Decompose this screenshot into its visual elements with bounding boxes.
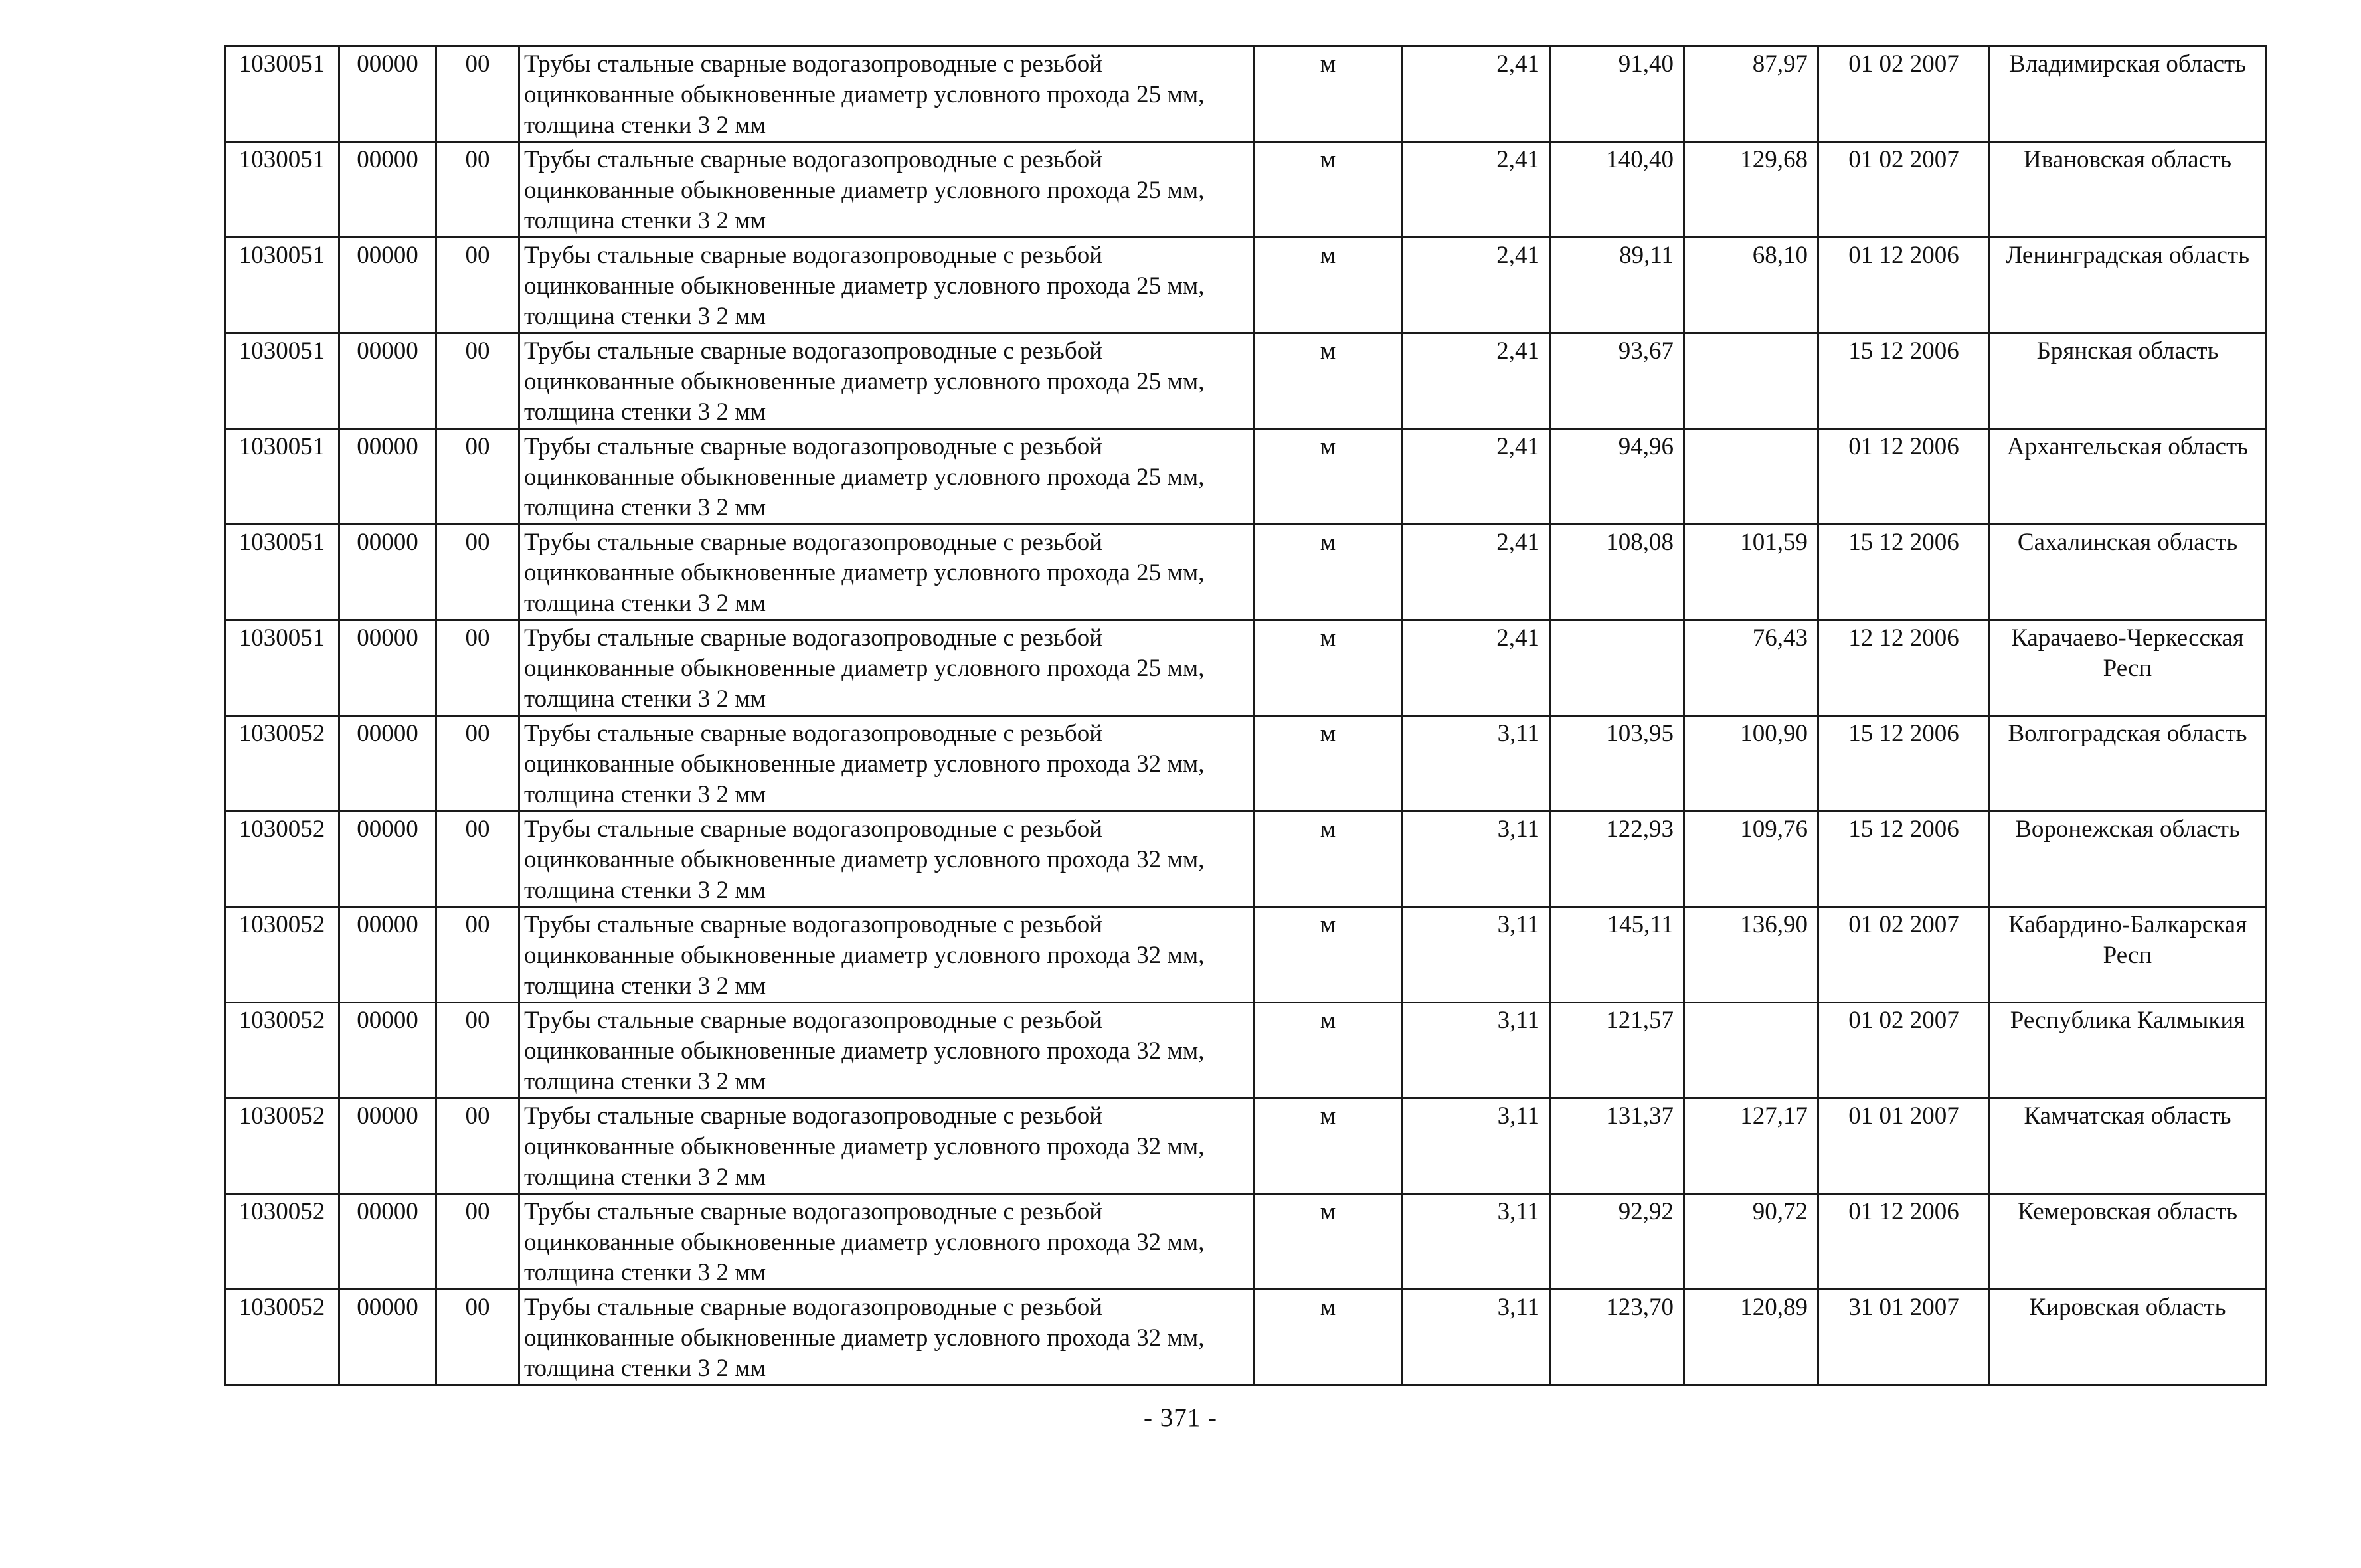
cell-price-without-vat — [1684, 1003, 1818, 1098]
cell-variant: 00 — [436, 238, 519, 333]
cell-region: Кемеровская область — [1990, 1194, 2266, 1290]
cell-subcode: 00000 — [339, 716, 436, 812]
cell-price-without-vat: 76,43 — [1684, 620, 1818, 716]
cell-code: 1030051 — [225, 333, 339, 429]
cell-description: Трубы стальные сварные водогазопроводные с резьбой оцинкованные обыкновенные диаметр условного прохода 25 мм, толщина стенки 3 2 мм — [519, 429, 1254, 525]
cell-weight: 2,41 — [1403, 525, 1550, 620]
table-row — [225, 46, 2266, 142]
cell-variant: 00 — [436, 716, 519, 812]
cell-price-without-vat: 127,17 — [1684, 1098, 1818, 1194]
cell-region: Камчатская область — [1990, 1098, 2266, 1194]
cell-price-with-vat: 103,95 — [1550, 716, 1684, 812]
table-row — [225, 142, 2266, 238]
cell-description: Трубы стальные сварные водогазопроводные с резьбой оцинкованные обыкновенные диаметр условного прохода 25 мм, толщина стенки 3 2 мм — [519, 142, 1254, 238]
cell-date: 01 12 2006 — [1818, 429, 1990, 525]
cell-variant: 00 — [436, 620, 519, 716]
cell-subcode: 00000 — [339, 1098, 436, 1194]
cell-price-with-vat: 140,40 — [1550, 142, 1684, 238]
cell-price-without-vat: 120,89 — [1684, 1290, 1818, 1385]
cell-code: 1030052 — [225, 812, 339, 907]
cell-code: 1030052 — [225, 1194, 339, 1290]
cell-weight: 2,41 — [1403, 429, 1550, 525]
cell-region: Карачаево-Черкесская Респ — [1990, 620, 2266, 716]
cell-subcode: 00000 — [339, 46, 436, 142]
cell-description: Трубы стальные сварные водогазопроводные с резьбой оцинкованные обыкновенные диаметр условного прохода 32 мм, толщина стенки 3 2 мм — [519, 716, 1254, 812]
cell-code: 1030051 — [225, 46, 339, 142]
cell-price-with-vat: 122,93 — [1550, 812, 1684, 907]
table-row — [225, 238, 2266, 333]
cell-weight: 3,11 — [1403, 1290, 1550, 1385]
cell-region: Архангельская область — [1990, 429, 2266, 525]
table-row — [225, 1194, 2266, 1290]
cell-unit: м — [1254, 620, 1403, 716]
cell-unit: м — [1254, 1290, 1403, 1385]
cell-unit: м — [1254, 1098, 1403, 1194]
cell-price-with-vat: 123,70 — [1550, 1290, 1684, 1385]
cell-price-with-vat: 94,96 — [1550, 429, 1684, 525]
cell-weight: 3,11 — [1403, 1194, 1550, 1290]
cell-date: 01 02 2007 — [1818, 1003, 1990, 1098]
cell-subcode: 00000 — [339, 333, 436, 429]
table-row — [225, 812, 2266, 907]
cell-weight: 2,41 — [1403, 238, 1550, 333]
cell-code: 1030052 — [225, 1003, 339, 1098]
cell-weight: 3,11 — [1403, 1098, 1550, 1194]
cell-region: Сахалинская область — [1990, 525, 2266, 620]
cell-variant: 00 — [436, 333, 519, 429]
table-row — [225, 525, 2266, 620]
cell-subcode: 00000 — [339, 525, 436, 620]
cell-weight: 3,11 — [1403, 812, 1550, 907]
cell-subcode: 00000 — [339, 142, 436, 238]
cell-region: Брянская область — [1990, 333, 2266, 429]
cell-variant: 00 — [436, 1194, 519, 1290]
cell-code: 1030051 — [225, 525, 339, 620]
cell-region: Кабардино-Балкарская Респ — [1990, 907, 2266, 1003]
cell-unit: м — [1254, 429, 1403, 525]
cell-code: 1030052 — [225, 1098, 339, 1194]
cell-description: Трубы стальные сварные водогазопроводные с резьбой оцинкованные обыкновенные диаметр условного прохода 32 мм, толщина стенки 3 2 мм — [519, 1003, 1254, 1098]
cell-code: 1030051 — [225, 429, 339, 525]
cell-price-with-vat: 91,40 — [1550, 46, 1684, 142]
cell-weight: 3,11 — [1403, 1003, 1550, 1098]
cell-code: 1030051 — [225, 238, 339, 333]
cell-price-with-vat: 108,08 — [1550, 525, 1684, 620]
cell-variant: 00 — [436, 1290, 519, 1385]
cell-price-without-vat — [1684, 429, 1818, 525]
cell-unit: м — [1254, 333, 1403, 429]
cell-price-with-vat: 93,67 — [1550, 333, 1684, 429]
cell-date: 01 02 2007 — [1818, 46, 1990, 142]
cell-price-with-vat — [1550, 620, 1684, 716]
cell-subcode: 00000 — [339, 812, 436, 907]
cell-variant: 00 — [436, 1098, 519, 1194]
cell-price-without-vat: 100,90 — [1684, 716, 1818, 812]
cell-date: 15 12 2006 — [1818, 525, 1990, 620]
cell-price-without-vat — [1684, 333, 1818, 429]
cell-description: Трубы стальные сварные водогазопроводные с резьбой оцинкованные обыкновенные диаметр условного прохода 32 мм, толщина стенки 3 2 мм — [519, 907, 1254, 1003]
cell-subcode: 00000 — [339, 1290, 436, 1385]
cell-date: 01 02 2007 — [1818, 907, 1990, 1003]
cell-date: 12 12 2006 — [1818, 620, 1990, 716]
cell-code: 1030052 — [225, 1290, 339, 1385]
cell-price-without-vat: 136,90 — [1684, 907, 1818, 1003]
cell-description: Трубы стальные сварные водогазопроводные с резьбой оцинкованные обыкновенные диаметр условного прохода 25 мм, толщина стенки 3 2 мм — [519, 620, 1254, 716]
cell-date: 15 12 2006 — [1818, 333, 1990, 429]
table-row — [225, 1290, 2266, 1385]
cell-price-with-vat: 121,57 — [1550, 1003, 1684, 1098]
cell-region: Ленинградская область — [1990, 238, 2266, 333]
cell-weight: 3,11 — [1403, 907, 1550, 1003]
cell-variant: 00 — [436, 429, 519, 525]
cell-date: 01 02 2007 — [1818, 142, 1990, 238]
cell-price-with-vat: 92,92 — [1550, 1194, 1684, 1290]
cell-date: 01 12 2006 — [1818, 238, 1990, 333]
cell-price-without-vat: 129,68 — [1684, 142, 1818, 238]
price-table — [224, 45, 2267, 1386]
cell-weight: 2,41 — [1403, 333, 1550, 429]
cell-unit: м — [1254, 238, 1403, 333]
cell-unit: м — [1254, 525, 1403, 620]
cell-subcode: 00000 — [339, 429, 436, 525]
cell-region: Республика Калмыкия — [1990, 1003, 2266, 1098]
cell-description: Трубы стальные сварные водогазопроводные с резьбой оцинкованные обыкновенные диаметр условного прохода 25 мм, толщина стенки 3 2 мм — [519, 333, 1254, 429]
cell-unit: м — [1254, 142, 1403, 238]
cell-date: 15 12 2006 — [1818, 812, 1990, 907]
cell-description: Трубы стальные сварные водогазопроводные с резьбой оцинкованные обыкновенные диаметр условного прохода 25 мм, толщина стенки 3 2 мм — [519, 46, 1254, 142]
table-row — [225, 333, 2266, 429]
cell-date: 01 12 2006 — [1818, 1194, 1990, 1290]
cell-description: Трубы стальные сварные водогазопроводные с резьбой оцинкованные обыкновенные диаметр условного прохода 25 мм, толщина стенки 3 2 мм — [519, 525, 1254, 620]
table-row — [225, 1098, 2266, 1194]
cell-region: Волгоградская область — [1990, 716, 2266, 812]
table-body — [225, 46, 2266, 1385]
cell-code: 1030051 — [225, 620, 339, 716]
cell-description: Трубы стальные сварные водогазопроводные с резьбой оцинкованные обыкновенные диаметр условного прохода 32 мм, толщина стенки 3 2 мм — [519, 1290, 1254, 1385]
cell-price-with-vat: 131,37 — [1550, 1098, 1684, 1194]
cell-region: Ивановская область — [1990, 142, 2266, 238]
cell-weight: 2,41 — [1403, 46, 1550, 142]
cell-region: Воронежская область — [1990, 812, 2266, 907]
cell-code: 1030052 — [225, 716, 339, 812]
cell-unit: м — [1254, 1194, 1403, 1290]
table-row — [225, 429, 2266, 525]
cell-subcode: 00000 — [339, 1003, 436, 1098]
cell-unit: м — [1254, 46, 1403, 142]
cell-price-without-vat: 109,76 — [1684, 812, 1818, 907]
cell-description: Трубы стальные сварные водогазопроводные с резьбой оцинкованные обыкновенные диаметр условного прохода 32 мм, толщина стенки 3 2 мм — [519, 1098, 1254, 1194]
cell-variant: 00 — [436, 525, 519, 620]
cell-variant: 00 — [436, 812, 519, 907]
cell-code: 1030052 — [225, 907, 339, 1003]
cell-subcode: 00000 — [339, 620, 436, 716]
table-row — [225, 907, 2266, 1003]
cell-description: Трубы стальные сварные водогазопроводные с резьбой оцинкованные обыкновенные диаметр условного прохода 25 мм, толщина стенки 3 2 мм — [519, 238, 1254, 333]
cell-price-without-vat: 101,59 — [1684, 525, 1818, 620]
table-row — [225, 716, 2266, 812]
cell-price-with-vat: 89,11 — [1550, 238, 1684, 333]
cell-code: 1030051 — [225, 142, 339, 238]
cell-subcode: 00000 — [339, 1194, 436, 1290]
cell-variant: 00 — [436, 142, 519, 238]
cell-price-without-vat: 87,97 — [1684, 46, 1818, 142]
cell-price-without-vat: 90,72 — [1684, 1194, 1818, 1290]
cell-unit: м — [1254, 812, 1403, 907]
cell-variant: 00 — [436, 1003, 519, 1098]
cell-date: 01 01 2007 — [1818, 1098, 1990, 1194]
cell-region: Кировская область — [1990, 1290, 2266, 1385]
cell-region: Владимирская область — [1990, 46, 2266, 142]
cell-date: 31 01 2007 — [1818, 1290, 1990, 1385]
cell-weight: 2,41 — [1403, 620, 1550, 716]
cell-date: 15 12 2006 — [1818, 716, 1990, 812]
page-number: - 371 - — [1144, 1403, 1217, 1432]
cell-variant: 00 — [436, 46, 519, 142]
cell-unit: м — [1254, 907, 1403, 1003]
cell-weight: 3,11 — [1403, 716, 1550, 812]
cell-subcode: 00000 — [339, 238, 436, 333]
cell-price-with-vat: 145,11 — [1550, 907, 1684, 1003]
cell-description: Трубы стальные сварные водогазопроводные с резьбой оцинкованные обыкновенные диаметр условного прохода 32 мм, толщина стенки 3 2 мм — [519, 812, 1254, 907]
table-row — [225, 620, 2266, 716]
cell-weight: 2,41 — [1403, 142, 1550, 238]
cell-unit: м — [1254, 716, 1403, 812]
cell-price-without-vat: 68,10 — [1684, 238, 1818, 333]
cell-subcode: 00000 — [339, 907, 436, 1003]
cell-unit: м — [1254, 1003, 1403, 1098]
cell-variant: 00 — [436, 907, 519, 1003]
table-row — [225, 1003, 2266, 1098]
cell-description: Трубы стальные сварные водогазопроводные с резьбой оцинкованные обыкновенные диаметр условного прохода 32 мм, толщина стенки 3 2 мм — [519, 1194, 1254, 1290]
